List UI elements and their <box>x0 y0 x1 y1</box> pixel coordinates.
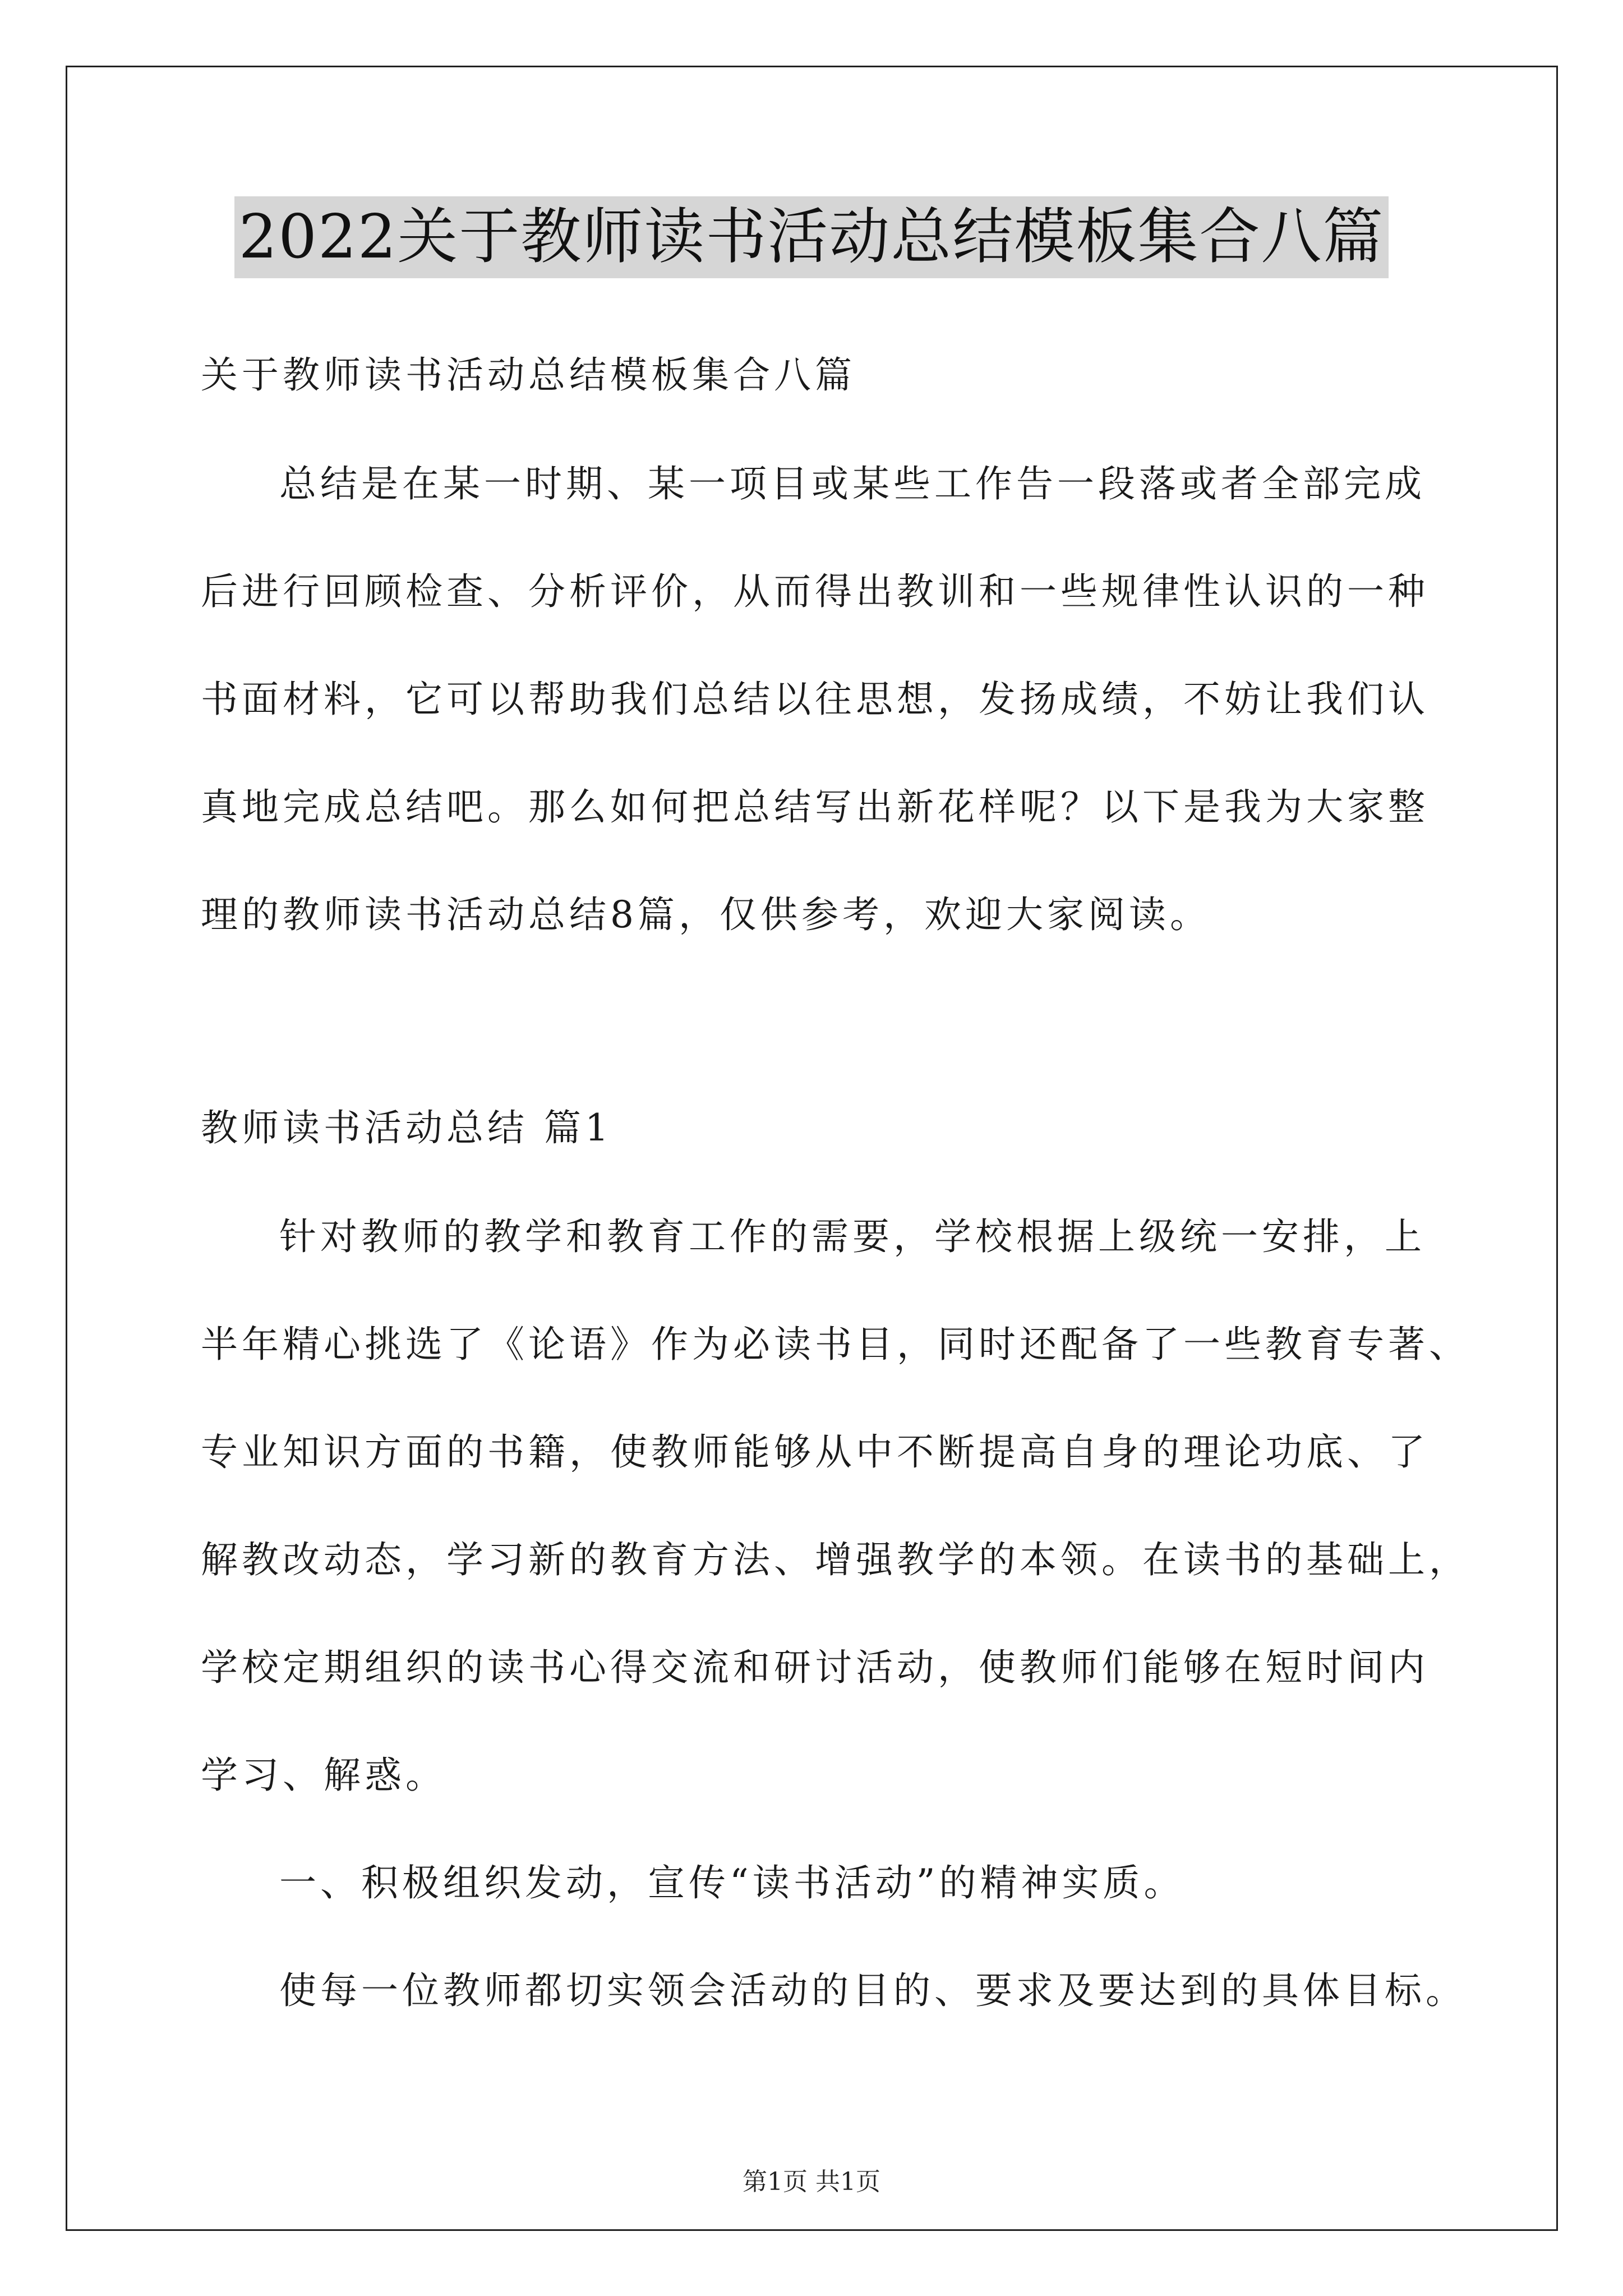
section-line-6: 学习、解惑。 <box>201 1754 446 1797</box>
intro-line-2: 后进行回顾检查、分析评价，从而得出教训和一些规律性认识的一种 <box>201 570 1429 613</box>
intro-line-3: 书面材料，它可以帮助我们总结以往思想，发扬成绩，不妨让我们认 <box>201 678 1429 721</box>
section-line-4: 解教改动态，学习新的教育方法、增强教学的本领。在读书的基础上， <box>201 1538 1470 1581</box>
intro-line-5: 理的教师读书活动总结8篇，仅供参考，欢迎大家阅读。 <box>201 893 1211 936</box>
page-footer: 第1页 共1页 <box>743 2168 880 2196</box>
title-container <box>0 196 1623 278</box>
intro-line-1: 总结是在某一时期、某一项目或某些工作告一段落或者全部完成 <box>279 462 1426 505</box>
section-line-3: 专业知识方面的书籍，使教师能够从中不断提高自身的理论功底、了 <box>201 1430 1429 1474</box>
section-line-5: 学校定期组织的读书心得交流和研讨活动，使教师们能够在短时间内 <box>201 1646 1429 1689</box>
section-heading: 教师读书活动总结 篇1 <box>201 1106 612 1149</box>
section-line-2: 半年精心挑选了《论语》作为必读书目，同时还配备了一些教育专著、 <box>201 1323 1470 1366</box>
document-title: 2022关于教师读书活动总结模板集合八篇 <box>234 196 1389 278</box>
point-heading: 一、积极组织发动，宣传“读书活动”的精神实质。 <box>279 1861 1185 1904</box>
point-detail: 使每一位教师都切实领会活动的目的、要求及要达到的具体目标。 <box>279 1969 1467 2012</box>
document-subtitle: 关于教师读书活动总结模板集合八篇 <box>201 353 856 397</box>
intro-line-4: 真地完成总结吧。那么如何把总结写出新花样呢？以下是我为大家整 <box>201 785 1429 829</box>
section-line-1: 针对教师的教学和教育工作的需要，学校根据上级统一安排，上 <box>279 1215 1426 1258</box>
